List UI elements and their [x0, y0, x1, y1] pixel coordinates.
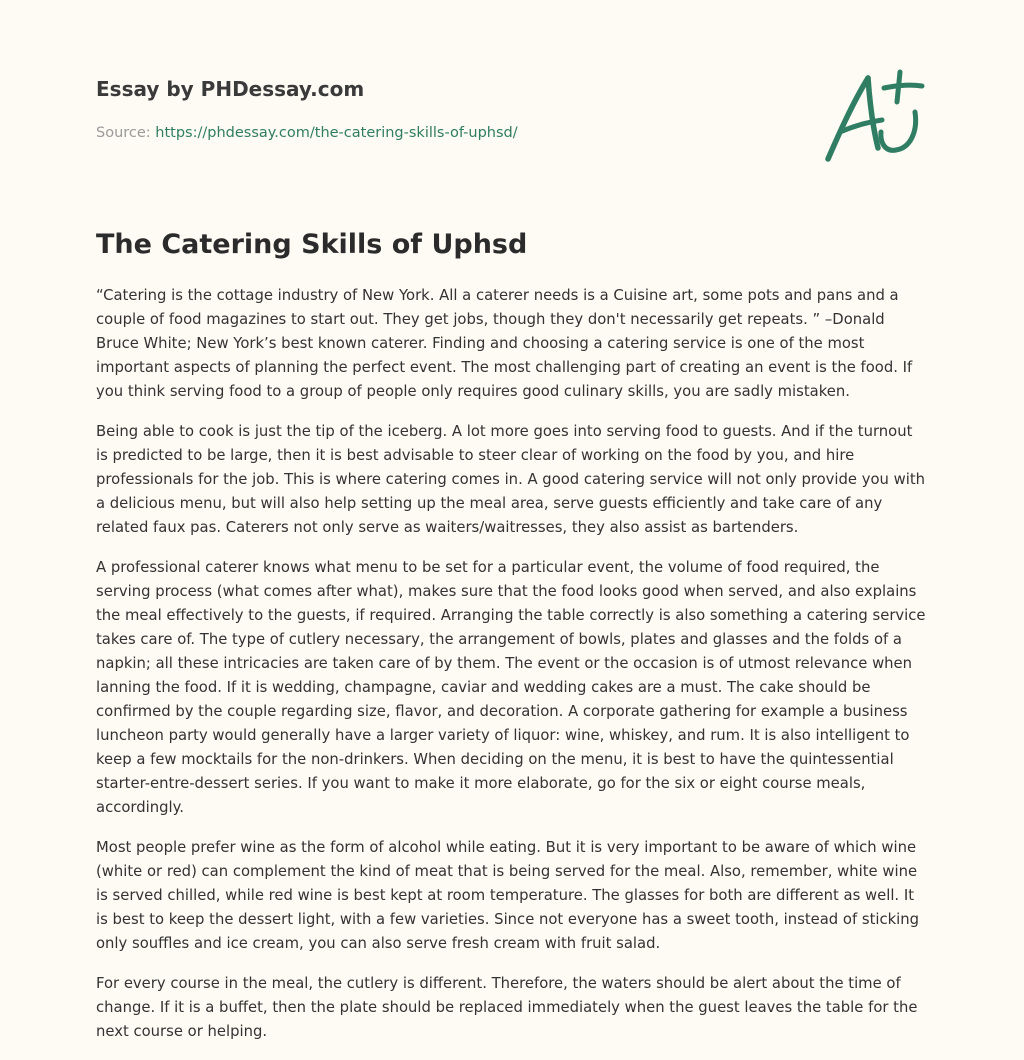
article-paragraph: Being able to cook is just the tip of the iceberg. A lot more goes into serving food to guests. And if the turnout is predicted to be large, then it is best advisable to steer clear of working on the food by you, and hire professionals for the job. This is where catering comes in. A good catering service will not only provide you with a delicious menu, but will also help setting up the meal area, serve guests efficiently and take care of any related faux pas. Caterers not only serve as waiters/waitresses, they also assist as bartenders.	[96, 423, 926, 536]
article-paragraph: “Catering is the cottage industry of New York. All a caterer needs is a Cuisine art, some pots and pans and a couple of food magazines to start out. They get jobs, though they don't necessarily get repeats. ” –Donald Bruce White; New York’s best known caterer. Finding and choosing a catering service is one of the most important aspects of planning the perfect event. The most challenging part of creating an event is the food. If you think serving food to a group of people only requires good culinary skills, you are sadly mistaken.	[96, 287, 913, 400]
source-label: Source:	[96, 125, 156, 141]
article-paragraph: Most people prefer wine as the form of alcohol while eating. But it is very important to be aware of which wine (white or red) can complement the kind of meat that is being served for the meal. Also, remember, white wine is served chilled, while red wine is best kept at room temperature. The glasses for both are different as well. It is best to keep the dessert light, with a few varieties. Since not everyone has a sweet tooth, instead of sticking only souffles and ice cream, you can also serve fresh cream with fruit salad.	[96, 839, 920, 952]
site-brand: Essay by PHDessay.com	[96, 77, 365, 101]
article-body	[96, 284, 928, 1060]
a-plus-logo-icon	[818, 66, 930, 166]
article-title: The Catering Skills of Uphsd	[96, 229, 528, 260]
site-header	[96, 74, 796, 104]
source-link[interactable]: https://phdessay.com/the-catering-skills-of-uphsd/	[155, 125, 518, 141]
source-line	[96, 123, 518, 143]
article-paragraph: A professional caterer knows what menu to be set for a particular event, the volume of food required, the serving process (what comes after what), makes sure that the food looks good when served, and also explains the meal effectively to the guests, if required. Arranging the table correctly is also something a catering service takes care of. The type of cutlery necessary, the arrangement of bowls, plates and glasses and the folds of a napkin; all these intricacies are taken care of by them. The event or the occasion is of utmost relevance when lanning the food. If it is wedding, champagne, caviar and wedding cakes are a must. The cake should be confirmed by the couple regarding size, flavor, and decoration. A corporate gathering for example a business luncheon party would generally have a larger variety of liquor: wine, whiskey, and rum. It is also intelligent to keep a few mocktails for the non-drinkers. When deciding on the menu, it is best to have the quintessential starter-entre-dessert series. If you want to make it more elaborate, go for the six or eight course meals, accordingly.	[96, 559, 926, 816]
article-paragraph: For every course in the meal, the cutlery is different. Therefore, the waters should be alert about the time of change. If it is a buffet, then the plate should be replaced immediately when the guest leaves the table for the next course or helping.	[96, 975, 918, 1040]
